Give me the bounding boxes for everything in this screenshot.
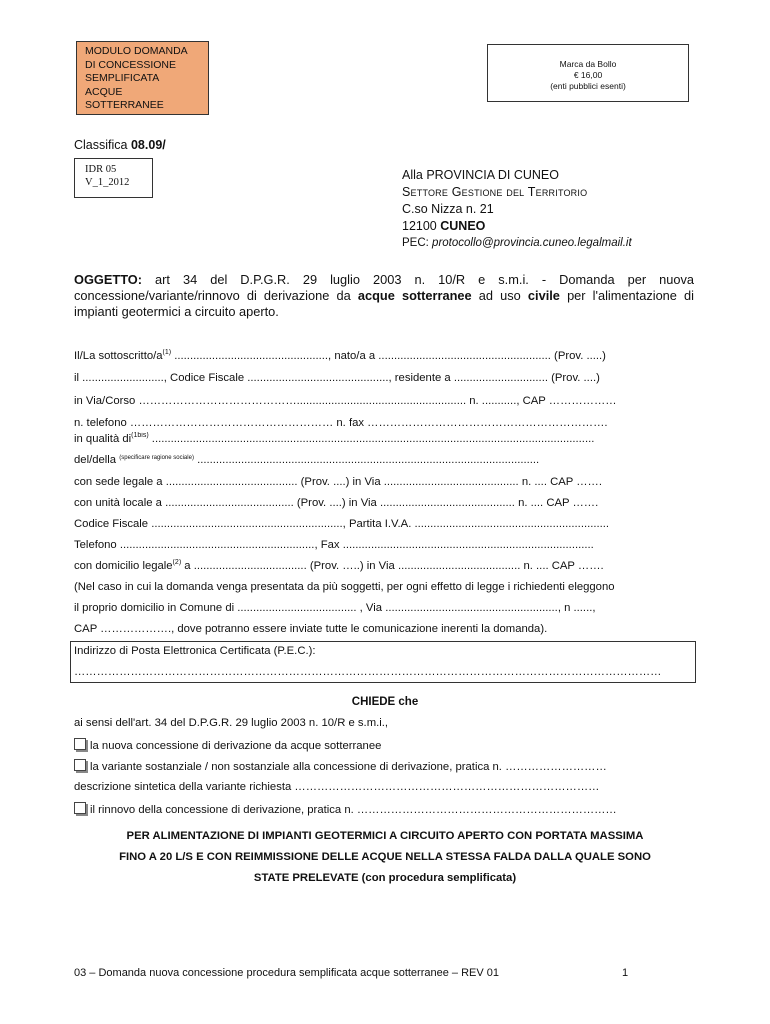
bollo-line: (enti pubblici esenti) (550, 81, 626, 91)
form-label: in qualità di (74, 432, 132, 445)
form-fields[interactable]: con sede legale a .......................................... (Prov. ....) in Via ........................................... n. .... CAP ……. (74, 476, 602, 488)
chiede-title: CHIEDE che (351, 696, 419, 708)
form-line-indirizzo[interactable] (74, 395, 694, 407)
checkbox[interactable] (74, 759, 86, 771)
oggetto-label: OGGETTO: (74, 272, 143, 287)
addressee-city (402, 218, 632, 235)
modulo-line: SEMPLIFICATA (85, 72, 160, 84)
modulo-line: MODULO DOMANDA (85, 45, 188, 57)
form-hint: (specificare ragione sociale) (119, 455, 194, 461)
addressee-sector: Settore Gestione del Territorio (402, 185, 588, 199)
form-line-ragione-sociale[interactable] (74, 454, 694, 466)
addressee-line: Alla PROVINCIA DI CUNEO (402, 168, 559, 182)
option-rinnovo[interactable] (74, 802, 694, 816)
form-line-telefono-fax[interactable] (74, 539, 694, 551)
form-fields[interactable]: Telefono .............................................................., Fax ................................................................................ (74, 539, 594, 551)
modulo-line: DI CONCESSIONE (85, 58, 177, 71)
classifica-label: Classifica (74, 138, 128, 152)
notice-line: FINO A 20 L/S E CON REIMMISSIONE DELLE ACQUE NELLA STESSA FALDA DALLA QUALE SONO (119, 851, 651, 863)
classifica-value: 08.09/ (130, 138, 166, 152)
form-fields[interactable]: n. telefono ……………………………………………… n. fax ………………………………………………………. (74, 417, 608, 429)
oggetto-text: art 34 del D.P.G.R. 29 luglio 2003 n. 10/R e s.m.i. - Domanda per nuova concessione/variante/rinnovo di derivazione da (74, 272, 694, 303)
addressee-block (402, 167, 632, 252)
option-nuova-concessione[interactable] (74, 738, 694, 752)
modulo-label-box (76, 41, 209, 115)
form-line-unita-locale[interactable] (74, 497, 694, 509)
bollo-line: € 16,00 (573, 70, 603, 80)
addressee-cap: 12100 (402, 219, 437, 233)
notice-line: PER ALIMENTAZIONE DI IMPIANTI GEOTERMICI A CIRCUITO APERTO CON PORTATA MASSIMA (126, 830, 644, 842)
form-fields[interactable]: ............................................................................................................................................. (148, 432, 595, 445)
form-label: Il/La sottoscritto/a (74, 349, 163, 362)
idr-version: V_1_2012 (85, 177, 130, 188)
oggetto-paragraph (74, 272, 694, 320)
idr-code: IDR 05 (85, 164, 117, 175)
form-line-domicilio-legale[interactable] (74, 559, 694, 572)
addressee-pec (402, 235, 632, 252)
form-line-qualita[interactable] (74, 432, 694, 445)
footnote-ref: (2) (172, 559, 182, 566)
chiede-intro: ai sensi dell'art. 34 del D.P.G.R. 29 luglio 2003 n. 10/R e s.m.i., (74, 717, 389, 729)
marca-da-bollo-box (487, 44, 689, 102)
form-fields[interactable]: CAP ………………., dove potranno essere inviate tutte le comunicazione inerenti la domanda). (74, 623, 548, 635)
addressee-street: C.so Nizza n. 21 (402, 202, 494, 216)
addressee-city-name: CUNEO (440, 219, 486, 233)
checkbox[interactable] (74, 802, 86, 814)
footnote-ref: (1bis) (131, 432, 149, 439)
form-fields[interactable]: in Via/Corso ……………………………………...................................................... n. ..........., CAP ……………… (74, 395, 617, 407)
form-label: con domicilio legale (74, 559, 173, 572)
procedure-notice (60, 826, 710, 889)
option-variante[interactable] (74, 759, 694, 773)
footer-text: 03 – Domanda nuova concessione procedura semplificata acque sotterranee – REV 01 (74, 967, 499, 979)
form-line-sottoscritto[interactable] (74, 349, 694, 362)
form-line-domicilio-comune[interactable] (74, 602, 694, 614)
option-label: il rinnovo della concessione di derivazione, pratica n. …………………………………………………………… (90, 804, 617, 816)
pec-label: PEC: (402, 237, 429, 249)
form-fields[interactable]: a .................................... (Prov. …..) in Via ....................................... n. .... CAP ……. (181, 559, 604, 572)
pec-box-label: Indirizzo di Posta Elettronica Certificata (P.E.C.): (74, 645, 316, 657)
form-fields[interactable]: ............................................................................................................. (193, 454, 540, 466)
form-note: (Nel caso in cui la domanda venga presentata da più soggetti, per ogni effetto di legge i richiedenti eleggono (74, 581, 615, 593)
option-label: la variante sostanziale / non sostanziale alla concessione di derivazione, pratica n. ……………………… (90, 761, 607, 773)
notice-line: STATE PRELEVATE (con procedura semplificata) (253, 872, 517, 884)
bollo-line: Marca da Bollo (559, 59, 617, 69)
form-line-cap[interactable] (74, 623, 694, 635)
page-number: 1 (622, 967, 629, 979)
pec-box-input[interactable]: ………………………………………………………………………………………………………………………………………… (74, 666, 662, 678)
modulo-line: SOTTERRANEE (85, 99, 164, 111)
classifica (74, 138, 166, 152)
option-label: la nuova concessione di derivazione da acque sotterranee (90, 740, 382, 752)
form-fields[interactable]: Codice Fiscale ............................................................., Partita I.V.A. .............................................................. (74, 518, 610, 530)
form-line-sede-legale[interactable] (74, 476, 694, 488)
form-line-telefono[interactable] (74, 417, 694, 429)
oggetto-bold: acque sotterranee (357, 288, 472, 303)
variante-description[interactable]: descrizione sintetica della variante richiesta ……………………………………………………………………… (74, 781, 600, 793)
pec-address: protocollo@provincia.cuneo.legalmail.it (432, 237, 632, 249)
oggetto-bold: civile (527, 288, 560, 303)
modulo-line: ACQUE (85, 85, 123, 98)
form-line-note (74, 581, 694, 593)
form-fields[interactable]: ................................................., nato/a a ....................................................... (Prov. .....) (171, 349, 606, 362)
form-fields[interactable]: con unità locale a ......................................... (Prov. ....) in Via ........................................... n. .... CAP ……. (74, 497, 599, 509)
checkbox[interactable] (74, 738, 86, 750)
oggetto-text: per l'alimentazione di impianti geotermici a circuito aperto. (74, 288, 694, 319)
oggetto-text: ad uso (478, 288, 521, 303)
form-line-codice-fiscale[interactable] (74, 518, 694, 530)
form-label: del/della (74, 454, 117, 466)
footnote-ref: (1) (162, 349, 172, 356)
form-fields[interactable]: il proprio domicilio in Comune di ...................................... , Via ......................................................., n ......, (74, 602, 596, 614)
form-fields[interactable]: il .........................., Codice Fiscale ............................................., residente a .............................. (Prov. ....) (74, 372, 600, 384)
idr-version-box (74, 158, 153, 198)
form-line-nascita[interactable] (74, 372, 694, 384)
